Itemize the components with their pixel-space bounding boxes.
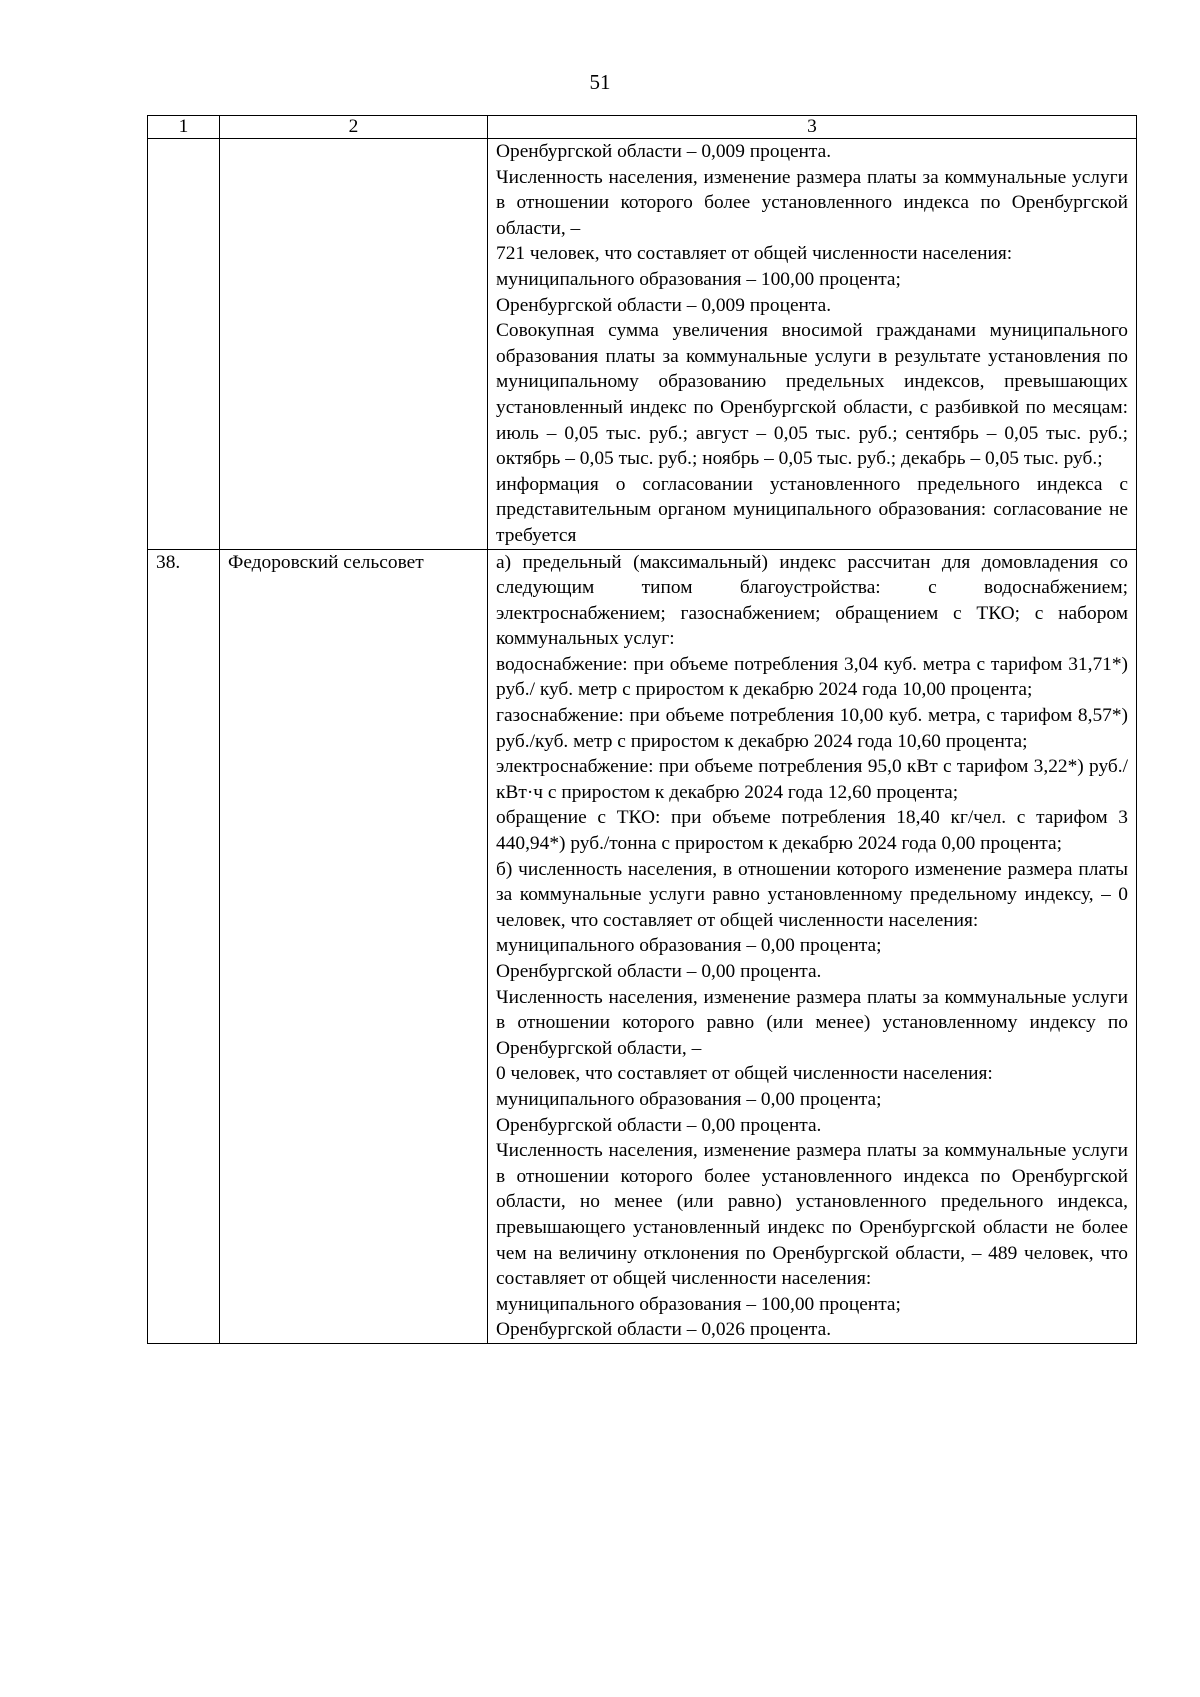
- paragraph: а) предельный (максимальный) индекс рассчитан для домовладения со следующим типом благоустройства: с водоснабжением; электроснабжением; газоснабжением; обращением с ТКО; с набором коммунальных услуг:: [496, 551, 1128, 650]
- table-row: [148, 139, 1137, 550]
- paragraph: обращение с ТКО: при объеме потребления 18,40 кг/чел. с тарифом 3 440,94*) руб./тонна с приростом к декабрю 2024 года 0,00 процента;: [496, 807, 1128, 855]
- paragraph: Оренбургской области – 0,009 процента.: [496, 141, 832, 162]
- paragraph: Численность населения, изменение размера платы за коммунальные услуги в отношении которого более установленного индекса по Оренбургской области, но менее (или равно) установленного предельного индекса, превышающего установленный индекс по Оренбургской области не более чем на величину отклонения по Оренбургской области, – 489 человек, что составляет от общей численности населения:: [496, 1140, 1128, 1290]
- table-header-row: [148, 116, 1137, 139]
- paragraph: Совокупная сумма увеличения вносимой гражданами муниципального образования платы за коммунальные услуги в результате установления по муниципальному образованию предельных индексов, превышающих установленный индекс по Оренбургской области, с разбивкой по месяцам: июль – 0,05 тыс. руб.; август – 0,05 тыс. руб.; сентябрь – 0,05 тыс. руб.; октябрь – 0,05 тыс. руб.; ноябрь – 0,05 тыс. руб.; декабрь – 0,05 тыс. руб.;: [496, 320, 1128, 470]
- column-header-1: 1: [148, 116, 220, 139]
- paragraph: муниципального образования – 100,00 процента;: [496, 1293, 901, 1315]
- paragraph: водоснабжение: при объеме потребления 3,04 куб. метра с тарифом 31,71*) руб./ куб. метр с приростом к декабрю 2024 года 10,00 процента;: [496, 653, 1128, 701]
- document-table: [147, 115, 1137, 1344]
- paragraph: Оренбургской области – 0,00 процента.: [496, 1114, 822, 1136]
- paragraph: Численность населения, изменение размера платы за коммунальные услуги в отношении которого более установленного индекса по Оренбургской области, –: [496, 166, 1128, 239]
- table-row: [148, 549, 1137, 1343]
- paragraph: 721 человек, что составляет от общей численности населения:: [496, 243, 1013, 265]
- paragraph: электроснабжение: при объеме потребления 95,0 кВт с тарифом 3,22*) руб./кВт·ч с приростом к декабрю 2024 года 12,60 процента;: [496, 756, 1128, 803]
- paragraph: информация о согласовании установленного предельного индекса с представительным органом муниципального образования: согласование не требуется: [496, 473, 1128, 546]
- row-content: [488, 139, 1137, 550]
- municipality-name: [220, 139, 488, 550]
- row-number: [148, 139, 220, 550]
- column-header-2: 2: [220, 116, 488, 139]
- paragraph: муниципального образования – 0,00 процента;: [496, 935, 882, 957]
- paragraph: Оренбургской области – 0,00 процента.: [496, 961, 822, 982]
- paragraph: муниципального образования – 100,00 процента;: [496, 268, 901, 290]
- municipality-name: Федоровский сельсовет: [220, 549, 488, 1343]
- paragraph: Оренбургской области – 0,009 процента.: [496, 294, 832, 316]
- paragraph: 0 человек, что составляет от общей численности населения:: [496, 1063, 993, 1085]
- row-number: 38.: [148, 549, 220, 1343]
- paragraph: Численность населения, изменение размера платы за коммунальные услуги в отношении которого равно (или менее) установленному индексу по Оренбургской области, –: [496, 986, 1128, 1059]
- paragraph: газоснабжение: при объеме потребления 10,00 куб. метра, с тарифом 8,57*) руб./куб. метр с приростом к декабрю 2024 года 10,60 процента;: [496, 705, 1128, 752]
- page-number: 51: [589, 70, 611, 94]
- paragraph: Оренбургской области – 0,026 процента.: [496, 1319, 832, 1341]
- paragraph: б) численность населения, в отношении которого изменение размера платы за коммунальные услуги равно установленному предельному индексу, – 0 человек, что составляет от общей численности населения:: [496, 858, 1128, 931]
- row-content: [488, 549, 1137, 1343]
- column-header-3: 3: [488, 116, 1137, 139]
- paragraph: муниципального образования – 0,00 процента;: [496, 1088, 882, 1110]
